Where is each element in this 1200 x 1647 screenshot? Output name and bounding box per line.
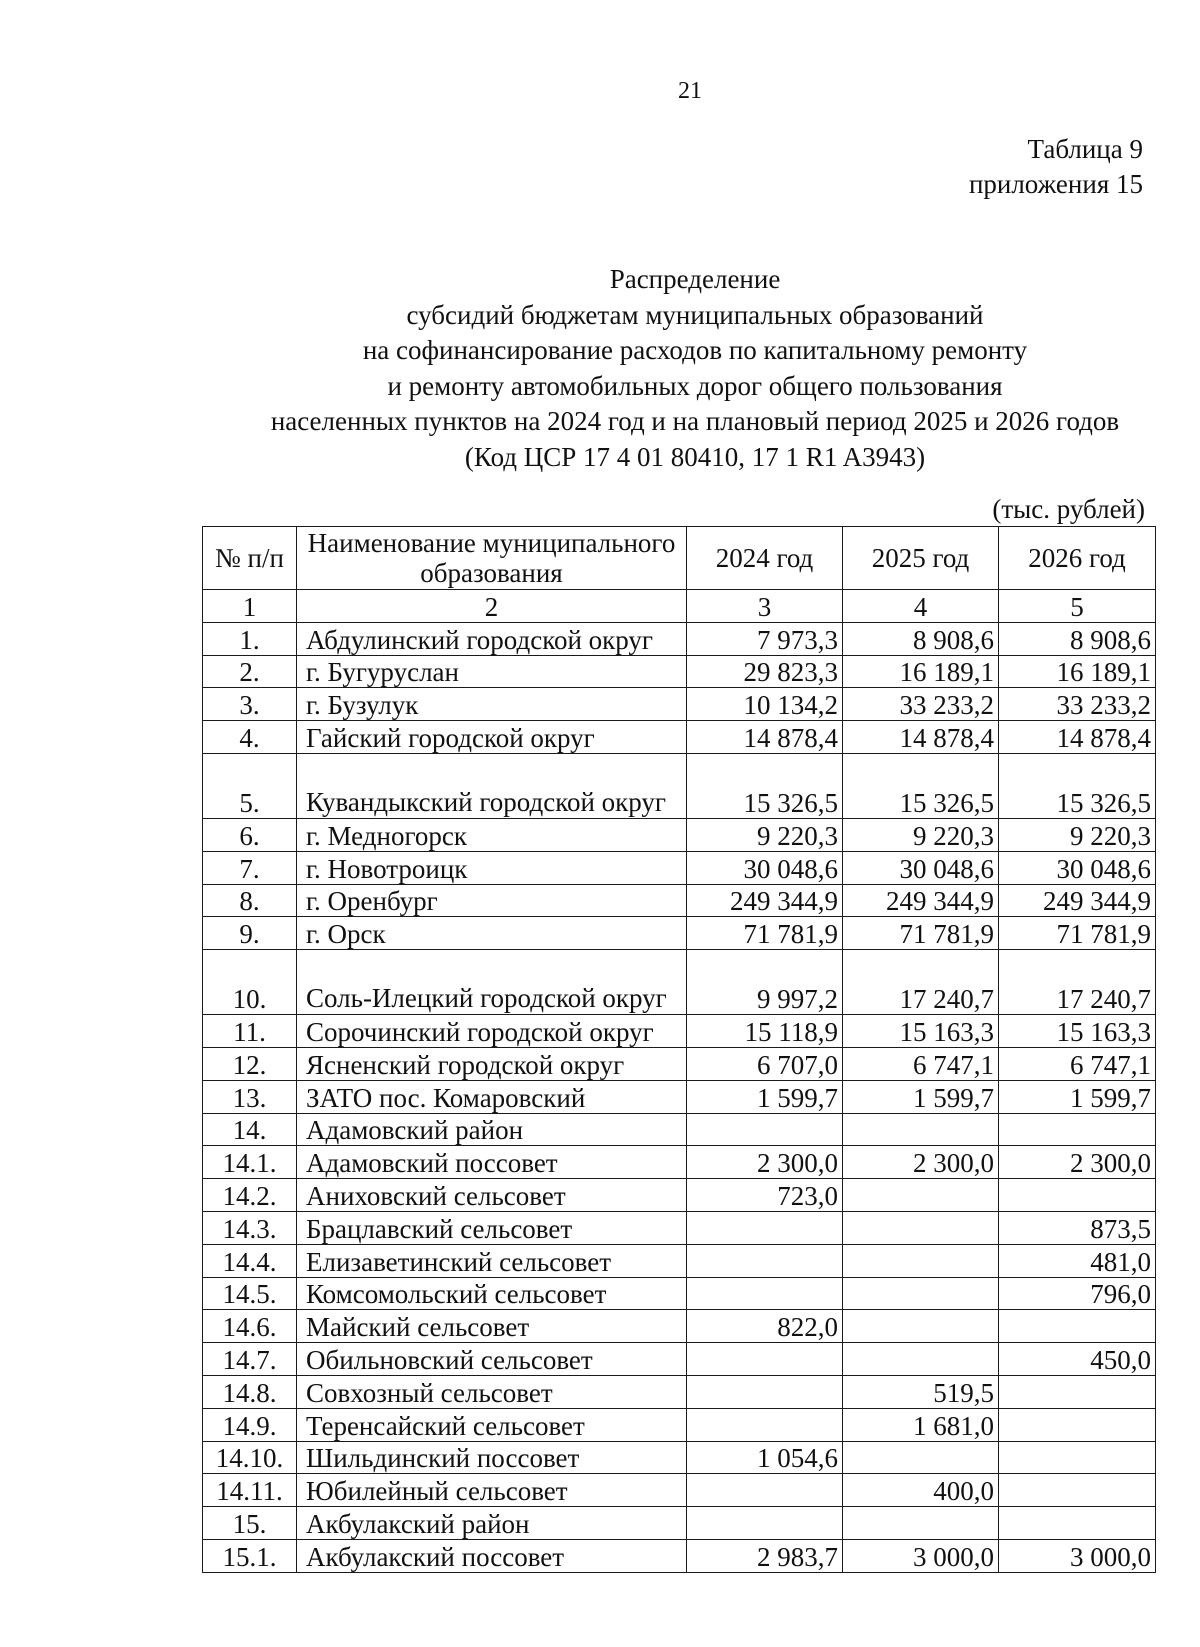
- amount-2026: [999, 1179, 1156, 1212]
- table-row: [203, 1343, 1156, 1376]
- municipality-name: г. Бугуруслан: [297, 655, 687, 688]
- amount-2026: [999, 1113, 1156, 1146]
- municipality-name: Совхозный сельсовет: [297, 1375, 687, 1408]
- table-row: [203, 851, 1156, 884]
- amount-2026: 8 908,6: [999, 622, 1156, 655]
- row-number: 14.3.: [203, 1211, 297, 1244]
- table-ref-line2: приложения 15: [968, 169, 1143, 199]
- column-numbers-row: [203, 590, 1156, 623]
- municipality-name: Майский сельсовет: [297, 1310, 687, 1343]
- municipality-name: ЗАТО пос. Комаровский: [297, 1080, 687, 1113]
- amount-2024: 249 344,9: [687, 884, 843, 917]
- municipality-name: г. Орск: [297, 917, 687, 950]
- table-row: [203, 1375, 1156, 1408]
- table-row: [203, 721, 1156, 754]
- municipality-name: г. Новотроицк: [297, 851, 687, 884]
- table-row: [203, 884, 1156, 917]
- table-row: [203, 1113, 1156, 1146]
- amount-2025: 3 000,0: [843, 1539, 999, 1572]
- municipality-name: Комсомольский сельсовет: [297, 1277, 687, 1310]
- table-row: [203, 1310, 1156, 1343]
- row-number: 9.: [203, 917, 297, 950]
- amount-2025: 519,5: [843, 1375, 999, 1408]
- amount-2025: [843, 1211, 999, 1244]
- municipality-name: Кувандыкский городской округ: [297, 753, 687, 818]
- amount-2026: 14 878,4: [999, 721, 1156, 754]
- amount-2024: [687, 1343, 843, 1376]
- row-number: 3.: [203, 688, 297, 721]
- amount-2026: 33 233,2: [999, 688, 1156, 721]
- row-number: 8.: [203, 884, 297, 917]
- amount-2024: [687, 1244, 843, 1277]
- title-line6: (Код ЦСР 17 4 01 80410, 17 1 R1 A3943): [464, 441, 926, 472]
- amount-2026: [999, 1408, 1156, 1441]
- amount-2025: [843, 1310, 999, 1343]
- row-number: 10.: [203, 950, 297, 1015]
- table-row: [203, 1441, 1156, 1474]
- column-number: 2: [297, 590, 687, 623]
- amount-2024: [687, 1375, 843, 1408]
- row-number: 14.2.: [203, 1179, 297, 1212]
- header-2025: 2025 год: [843, 527, 999, 590]
- table-row: [203, 917, 1156, 950]
- municipality-name: Аниховский сельсовет: [297, 1179, 687, 1212]
- table-row: [203, 1507, 1156, 1540]
- municipality-name: Юбилейный сельсовет: [297, 1474, 687, 1507]
- title-line4: и ремонту автомобильных дорог общего пользования: [387, 370, 1003, 401]
- amount-2024: 10 134,2: [687, 688, 843, 721]
- municipality-name: Адамовский поссовет: [297, 1146, 687, 1179]
- amount-2024: 6 707,0: [687, 1047, 843, 1080]
- table-row: [203, 1408, 1156, 1441]
- municipality-name: Адамовский район: [297, 1113, 687, 1146]
- amount-2025: 14 878,4: [843, 721, 999, 754]
- row-number: 14.: [203, 1113, 297, 1146]
- municipality-name: Елизаветинский сельсовет: [297, 1244, 687, 1277]
- amount-2025: 1 599,7: [843, 1080, 999, 1113]
- amount-2024: [687, 1211, 843, 1244]
- amount-2024: 29 823,3: [687, 655, 843, 688]
- municipality-name: г. Бузулук: [297, 688, 687, 721]
- municipality-name: Акбулакский район: [297, 1507, 687, 1540]
- amount-2025: 400,0: [843, 1474, 999, 1507]
- amount-2026: 1 599,7: [999, 1080, 1156, 1113]
- table-row: [203, 1015, 1156, 1048]
- municipality-name: г. Оренбург: [297, 884, 687, 917]
- amount-2025: [843, 1179, 999, 1212]
- amount-2024: 1 599,7: [687, 1080, 843, 1113]
- municipality-name: Абдулинский городской округ: [297, 622, 687, 655]
- amount-2025: 8 908,6: [843, 622, 999, 655]
- row-number: 15.1.: [203, 1539, 297, 1572]
- units-label: (тыс. рублей): [992, 494, 1145, 524]
- amount-2024: 2 300,0: [687, 1146, 843, 1179]
- amount-2024: 30 048,6: [687, 851, 843, 884]
- row-number: 12.: [203, 1047, 297, 1080]
- table-row: [203, 818, 1156, 851]
- municipality-name: Сорочинский городской округ: [297, 1015, 687, 1048]
- table-row: [203, 688, 1156, 721]
- table-row: [203, 1539, 1156, 1572]
- row-number: 15.: [203, 1507, 297, 1540]
- amount-2025: 1 681,0: [843, 1408, 999, 1441]
- amount-2026: 16 189,1: [999, 655, 1156, 688]
- amount-2025: [843, 1277, 999, 1310]
- municipality-name: Брацлавский сельсовет: [297, 1211, 687, 1244]
- amount-2024: 723,0: [687, 1179, 843, 1212]
- title-line3: на софинансирование расходов по капитальному ремонту: [362, 335, 1028, 365]
- amount-2026: 15 163,3: [999, 1015, 1156, 1048]
- amount-2026: 873,5: [999, 1211, 1156, 1244]
- amount-2025: [843, 1244, 999, 1277]
- table-row: [203, 1277, 1156, 1310]
- amount-2025: 33 233,2: [843, 688, 999, 721]
- municipality-name: Обильновский сельсовет: [297, 1343, 687, 1376]
- row-number: 1.: [203, 622, 297, 655]
- header-name: Наименование муниципального образования: [297, 527, 687, 590]
- amount-2024: [687, 1408, 843, 1441]
- row-number: 14.9.: [203, 1408, 297, 1441]
- amount-2026: 17 240,7: [999, 950, 1156, 1015]
- table-row: [203, 1047, 1156, 1080]
- amount-2025: 15 326,5: [843, 753, 999, 818]
- amount-2024: 71 781,9: [687, 917, 843, 950]
- amount-2026: 71 781,9: [999, 917, 1156, 950]
- table-row: [203, 1080, 1156, 1113]
- municipality-name: Гайский городской округ: [297, 721, 687, 754]
- amount-2026: [999, 1441, 1156, 1474]
- row-number: 6.: [203, 818, 297, 851]
- amount-2024: 9 220,3: [687, 818, 843, 851]
- header-2026: 2026 год: [999, 527, 1156, 590]
- row-number: 14.5.: [203, 1277, 297, 1310]
- amount-2024: [687, 1474, 843, 1507]
- row-number: 14.7.: [203, 1343, 297, 1376]
- amount-2026: 15 326,5: [999, 753, 1156, 818]
- table-header-row: [203, 527, 1156, 590]
- row-number: 5.: [203, 753, 297, 818]
- amount-2024: 9 997,2: [687, 950, 843, 1015]
- amount-2026: [999, 1375, 1156, 1408]
- amount-2026: 249 344,9: [999, 884, 1156, 917]
- amount-2025: 15 163,3: [843, 1015, 999, 1048]
- municipality-name: Шильдинский поссовет: [297, 1441, 687, 1474]
- municipality-name: г. Медногорск: [297, 818, 687, 851]
- amount-2025: [843, 1343, 999, 1376]
- column-number: 4: [843, 590, 999, 623]
- header-2024: 2024 год: [687, 527, 843, 590]
- amount-2026: 6 747,1: [999, 1047, 1156, 1080]
- amount-2024: 7 973,3: [687, 622, 843, 655]
- table-row: [203, 1211, 1156, 1244]
- title-line5: населенных пунктов на 2024 год и на плановый период 2025 и 2026 годов: [270, 406, 1120, 436]
- title-line1: Распределение: [609, 264, 781, 294]
- amount-2026: [999, 1474, 1156, 1507]
- amount-2025: 249 344,9: [843, 884, 999, 917]
- municipality-name: Теренсайский сельсовет: [297, 1408, 687, 1441]
- table-row: [203, 950, 1156, 1015]
- page-number: 21: [678, 78, 702, 104]
- amount-2024: [687, 1507, 843, 1540]
- amount-2025: 17 240,7: [843, 950, 999, 1015]
- table-row: [203, 1146, 1156, 1179]
- amount-2024: [687, 1113, 843, 1146]
- amount-2025: 6 747,1: [843, 1047, 999, 1080]
- amount-2026: 481,0: [999, 1244, 1156, 1277]
- column-number: 5: [999, 590, 1156, 623]
- amount-2025: 2 300,0: [843, 1146, 999, 1179]
- table-row: [203, 1179, 1156, 1212]
- table-row: [203, 1474, 1156, 1507]
- row-number: 13.: [203, 1080, 297, 1113]
- row-number: 14.10.: [203, 1441, 297, 1474]
- municipality-name: Акбулакский поссовет: [297, 1539, 687, 1572]
- amount-2025: 71 781,9: [843, 917, 999, 950]
- row-number: 2.: [203, 655, 297, 688]
- amount-2024: 2 983,7: [687, 1539, 843, 1572]
- amount-2024: 1 054,6: [687, 1441, 843, 1474]
- row-number: 14.6.: [203, 1310, 297, 1343]
- table-row: [203, 753, 1156, 818]
- amount-2026: 3 000,0: [999, 1539, 1156, 1572]
- municipality-name: Соль-Илецкий городской округ: [297, 950, 687, 1015]
- amount-2025: 9 220,3: [843, 818, 999, 851]
- row-number: 14.1.: [203, 1146, 297, 1179]
- header-num: № п/п: [203, 527, 297, 590]
- amount-2024: 15 326,5: [687, 753, 843, 818]
- amount-2025: [843, 1113, 999, 1146]
- row-number: 14.4.: [203, 1244, 297, 1277]
- amount-2025: 16 189,1: [843, 655, 999, 688]
- amount-2026: 450,0: [999, 1343, 1156, 1376]
- document-title: [0, 262, 1200, 475]
- amount-2025: [843, 1441, 999, 1474]
- row-number: 14.8.: [203, 1375, 297, 1408]
- row-number: 4.: [203, 721, 297, 754]
- amount-2025: [843, 1507, 999, 1540]
- amount-2024: 822,0: [687, 1310, 843, 1343]
- amount-2026: 30 048,6: [999, 851, 1156, 884]
- amount-2026: [999, 1310, 1156, 1343]
- amount-2026: 9 220,3: [999, 818, 1156, 851]
- column-number: 3: [687, 590, 843, 623]
- table-reference: [969, 132, 1143, 202]
- municipality-name: Ясненский городской округ: [297, 1047, 687, 1080]
- row-number: 11.: [203, 1015, 297, 1048]
- amount-2026: [999, 1507, 1156, 1540]
- amount-2024: 14 878,4: [687, 721, 843, 754]
- column-number: 1: [203, 590, 297, 623]
- amount-2024: 15 118,9: [687, 1015, 843, 1048]
- title-line2: субсидий бюджетам муниципальных образований: [406, 299, 984, 330]
- table-row: [203, 655, 1156, 688]
- subsidy-table: [202, 526, 1156, 1573]
- amount-2025: 30 048,6: [843, 851, 999, 884]
- row-number: 7.: [203, 851, 297, 884]
- table-body: [203, 622, 1156, 1572]
- amount-2026: 796,0: [999, 1277, 1156, 1310]
- table-row: [203, 1244, 1156, 1277]
- amount-2024: [687, 1277, 843, 1310]
- row-number: 14.11.: [203, 1474, 297, 1507]
- amount-2026: 2 300,0: [999, 1146, 1156, 1179]
- table-ref-line1: Таблица 9: [1027, 134, 1143, 164]
- table-row: [203, 622, 1156, 655]
